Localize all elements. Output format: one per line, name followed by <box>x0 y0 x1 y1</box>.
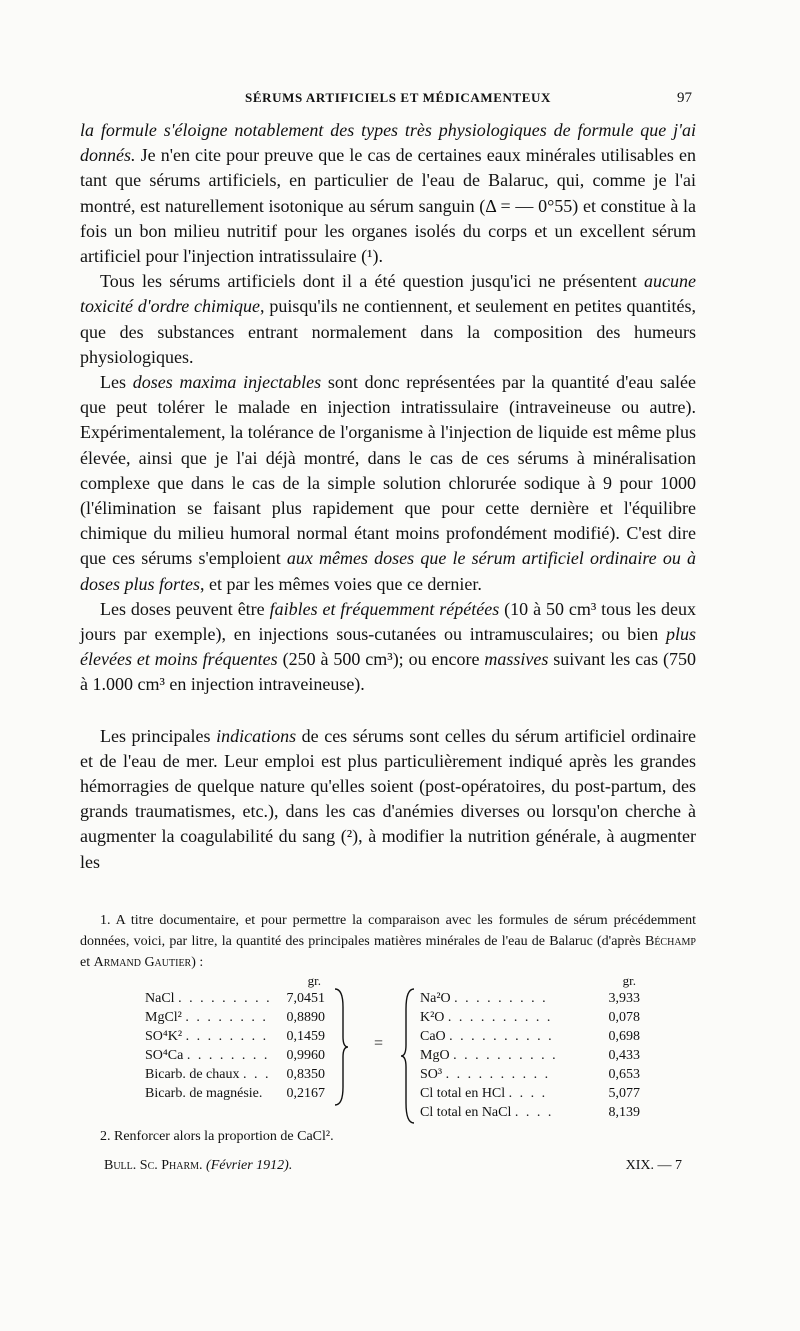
issue-date: (Février 1912). <box>206 1158 293 1173</box>
salt-value: 7,0451 <box>286 991 325 1006</box>
leader-dots: . . . <box>242 1067 271 1082</box>
paragraph-1-text: Je n'en cite pour preuve que le cas de certaines eaux minérales utilisables en tant que sérums artificiels, en particulier de l'eau de Balaruc, qui, comme je l'ai montré, est naturellement isotonique au sérum sanguin (Δ = — 0°55) et constitue à la fois un bon milieu nutritif pour les organes isolés du corps et un excellent sérum artificiel pour l'injection intratissulaire (¹). <box>80 145 696 267</box>
journal-name: Bull. Sc. Pharm. <box>104 1158 203 1173</box>
left-brace-icon <box>333 987 349 1107</box>
paragraph-4-italic-b: faibles et fréquemment répétées <box>269 598 500 619</box>
footnote-1 <box>80 910 696 973</box>
paragraph-2 <box>80 269 696 370</box>
paragraph-4-text-g: suivant les cas (750 à 1.000 cm³ en injection intraveineuse). <box>80 649 697 695</box>
oxide-name: K²O <box>420 1010 445 1025</box>
body-text <box>80 118 696 875</box>
leader-dots: . . . . . . . . . . <box>449 1029 554 1044</box>
table-row <box>145 1084 325 1103</box>
salts-column <box>145 973 325 1103</box>
table-row <box>420 1008 640 1027</box>
table-row <box>420 1046 640 1065</box>
running-title: SÉRUMS ARTIFICIELS ET MÉDICAMENTEUX <box>245 90 551 105</box>
salt-name: MgCl² <box>145 1010 182 1025</box>
paragraph-4-text-a: Les doses peuvent être <box>100 598 270 619</box>
paragraph-4 <box>80 597 696 698</box>
volume-number: XIX. — 7 <box>625 1158 682 1173</box>
leader-dots: . . . . <box>514 1105 554 1120</box>
leader-dots: . . . . . . . . . <box>454 991 548 1006</box>
oxide-name: MgO <box>420 1048 450 1063</box>
paragraph-5-text-a: Les principales <box>100 725 217 746</box>
paragraph-1-italic: la formule s'éloigne notablement des types très physiologiques de formule que j'ai donnés. <box>80 120 696 166</box>
footnote-1-text-b: ) : <box>191 955 204 970</box>
table-row <box>420 1065 640 1084</box>
oxide-name: SO³ <box>420 1067 443 1082</box>
table-row <box>420 1027 640 1046</box>
unit-label-left: gr. <box>307 973 321 988</box>
table-row <box>145 1046 325 1065</box>
salt-name: Bicarb. de magnésie. <box>145 1086 263 1101</box>
leader-dots: . . . . . . . . <box>185 1010 268 1025</box>
salt-value: 0,8890 <box>286 1010 325 1025</box>
paragraph-2-text-a: Tous les sérums artificiels dont il a été question jusqu'ici ne présentent <box>100 271 645 292</box>
paragraph-3-text-a: Les <box>100 372 133 393</box>
oxide-value: 3,933 <box>608 991 640 1006</box>
paragraph-4-italic-f: massives <box>484 649 549 670</box>
paragraph-4-text-e: (250 à 500 cm³); ou encore <box>277 649 485 670</box>
table-row <box>145 1027 325 1046</box>
paragraph-3-italic-b: doses maxima injectables <box>132 372 322 393</box>
salt-value: 0,9960 <box>286 1048 325 1063</box>
oxide-name: CaO <box>420 1029 446 1044</box>
leader-dots: . . . . . . . . . <box>178 991 272 1006</box>
paragraph-1 <box>80 118 696 269</box>
oxide-name: Cl total en HCl <box>420 1086 506 1101</box>
unit-label-right: gr. <box>622 973 636 988</box>
paragraph-3-text-e: , et par les mêmes voies que ce dernier. <box>200 573 482 594</box>
page-header <box>108 90 692 112</box>
oxide-name: Na²O <box>420 991 451 1006</box>
right-brace-icon <box>400 987 416 1125</box>
paragraph-5-text-c: de ces sérums sont celles du sérum artificiel ordinaire et de l'eau de mer. Leur emploi est plus particulièrement indiqué après les grandes hémorragies de quelque nature qu'elles soient (post-opératoires, du post-partum, des grands traumatismes, etc.), dans les cas d'anémies diverses ou lorsqu'on cherche à augmenter la coagulabilité du sang (²), à modifier la nutrition générale, à augmenter les <box>80 725 696 872</box>
salt-value: 0,8350 <box>286 1067 325 1082</box>
salt-value: 0,1459 <box>286 1029 325 1044</box>
paragraph-3 <box>80 370 696 597</box>
oxide-value: 0,698 <box>608 1029 640 1044</box>
table-row <box>420 989 640 1008</box>
footnote-1-text <box>80 910 696 973</box>
oxide-value: 0,078 <box>608 1010 640 1025</box>
leader-dots: . . . . . . . . . . <box>447 1010 553 1025</box>
paragraph-4-italic-d: plus élevées et moins fréquentes <box>80 624 696 670</box>
leader-dots: . . . . . . . . . . <box>453 1048 558 1063</box>
footnote-author-gautier: Armand Gautier <box>93 955 192 970</box>
salt-name: SO⁴K² <box>145 1029 183 1044</box>
leader-dots: . . . . . . . . . . <box>445 1067 551 1082</box>
footnote-author-bechamp: Béchamp <box>644 934 696 949</box>
paragraph-3-text-c: sont donc représentées par la quantité d'eau salée que peut tolérer le malade en injection intratissulaire (intraveineuse ou autre). Expérimentalement, la tolérance de l'organisme à l'injection de liquide est même plus élevée, ainsi que je l'ai déjà montré, dans le cas de ces sérums à minéralisation complexe que dans le cas de la simple solution chlorurée sodique à 9 pour 1000 (l'élimination se faisant plus rapidement que pour cette dernière et l'équilibre chimique du milieu humoral normal étant moins profondément modifié). C'est dire que ces sérums s'emploient <box>80 372 697 569</box>
salt-value: 0,2167 <box>286 1086 325 1101</box>
page-number: 97 <box>677 90 692 106</box>
oxides-column <box>420 973 640 1122</box>
oxide-value: 8,139 <box>608 1105 640 1120</box>
page-footer <box>104 1158 682 1174</box>
oxide-name: Cl total en NaCl <box>420 1105 512 1120</box>
salt-name: SO⁴Ca <box>145 1048 184 1063</box>
paragraph-5 <box>80 724 696 875</box>
table-row <box>420 1103 640 1122</box>
paragraph-3-italic-d: aux mêmes doses que le sérum artificiel ordinaire ou à doses plus fortes <box>80 548 696 594</box>
oxide-value: 5,077 <box>608 1086 640 1101</box>
equals-sign: = <box>374 1035 384 1052</box>
paragraph-4-text-c: (10 à 50 cm³ tous les deux jours par exemple), en injections sous-cutanées ou intramusculaires; ou bien <box>80 598 696 645</box>
oxide-value: 0,653 <box>608 1067 640 1082</box>
paragraph-5-italic-b: indications <box>216 725 297 746</box>
paragraph-2-italic: aucune toxicité d'ordre chimique <box>80 271 696 317</box>
mineral-composition-table <box>145 973 665 1123</box>
table-row <box>145 989 325 1008</box>
leader-dots: . . . . . . . . <box>185 1029 269 1044</box>
footnote-1-text-mid: et <box>80 955 94 970</box>
table-row <box>420 1084 640 1103</box>
table-row <box>145 1065 325 1084</box>
footnote-2: 2. Renforcer alors la proportion de CaCl². <box>100 1129 334 1144</box>
salt-name: Bicarb. de chaux <box>145 1067 240 1082</box>
leader-dots: . . . . . . . . <box>186 1048 270 1063</box>
footnote-1-text-a: 1. A titre documentaire, et pour permettre la comparaison avec les formules de sérum précédemment données, voici, par litre, la quantité des principales matières minérales de l'eau de Balaruc (d'après <box>80 913 696 949</box>
leader-dots: . . . . <box>508 1086 548 1101</box>
salt-name: NaCl <box>145 991 175 1006</box>
table-row <box>145 1008 325 1027</box>
paragraph-2-text-c: , puisqu'ils ne contiennent, et seulement en petites quantités, que des substances entrant normalement dans la composition des humeurs physiologiques. <box>80 296 696 367</box>
oxide-value: 0,433 <box>608 1048 640 1063</box>
